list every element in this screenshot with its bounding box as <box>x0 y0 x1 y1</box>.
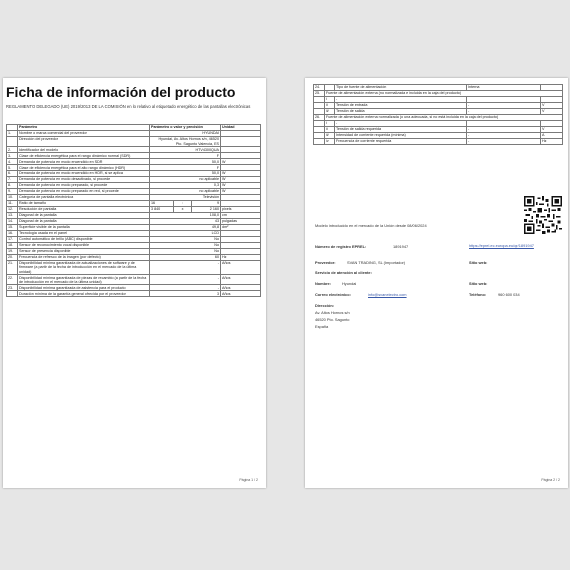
row-number <box>7 291 18 297</box>
row-number: 3. <box>7 153 18 159</box>
table-row <box>7 136 261 146</box>
row-number <box>314 138 325 144</box>
row-unit: V <box>541 108 563 114</box>
row-unit: W <box>221 177 261 183</box>
phone-value: 960 600 034 <box>498 292 520 297</box>
row-parameter: - <box>335 96 467 102</box>
row-parameter: Clase de eficiencia energética para el rango dinámico normal (SDR) <box>18 153 150 159</box>
row-value: HTV4300QUA <box>150 147 221 153</box>
table-row <box>7 275 261 285</box>
row-parameter: Superficie visible de la pantalla <box>18 224 150 230</box>
row-value: HYUNDAI <box>150 130 221 136</box>
row-unit: W <box>221 171 261 177</box>
website-label: Sitio web: <box>469 260 488 265</box>
row-unit: Hz <box>541 138 563 144</box>
row-number: 15. <box>7 224 18 230</box>
row-value: - <box>150 275 221 285</box>
row-parameter: Sensor de reconocimiento vocal disponible <box>18 242 150 248</box>
table-row <box>314 138 563 144</box>
row-parameter: Demanda de potencia en modo desactivado, si procede <box>18 177 150 183</box>
row-value: 43 <box>150 218 221 224</box>
document-page-2 <box>305 78 568 488</box>
row-value: - <box>467 132 541 138</box>
document-page-1 <box>3 78 266 488</box>
row-parameter: Tipo de fuente de alimentación <box>335 85 467 91</box>
row-parameter: Tecnología usada en el panel <box>18 230 150 236</box>
row-subindex: i <box>325 120 335 126</box>
row-unit: V <box>541 102 563 108</box>
row-value: - <box>467 102 541 108</box>
row-value-a: 3 840 <box>150 207 174 213</box>
row-value: - <box>467 126 541 132</box>
row-parameter: Tensión de salida <box>335 108 467 114</box>
row-unit <box>221 136 261 146</box>
row-number: 23. <box>7 285 18 291</box>
row-number: 16. <box>7 230 18 236</box>
header-value: Parámetro o valor y precisión <box>150 125 221 131</box>
row-parameter: Demanda de potencia en modo preparado en red, si procede <box>18 189 150 195</box>
row-unit: Años <box>221 291 261 297</box>
row-number: 5. <box>7 165 18 171</box>
row-number: 18. <box>7 242 18 248</box>
row-value: 50,0 <box>150 159 221 165</box>
row-value: No <box>150 236 221 242</box>
row-parameter: Frecuencia de refresco de la imagen (por defecto) <box>18 254 150 260</box>
table-row <box>7 291 261 297</box>
row-unit: A <box>541 132 563 138</box>
row-number: 14. <box>7 218 18 224</box>
row-number: 22. <box>7 275 18 285</box>
regulation-text: REGLAMENTO DELEGADO (UE) 2019/2013 DE LA COMISIÓN en lo relativo al etiquetado energético de las pantallas electrónicas <box>6 104 251 109</box>
row-parameter: Categoría de pantalla electrónica <box>18 195 150 201</box>
row-parameter: Diagonal de la pantalla <box>18 218 150 224</box>
row-unit: cm <box>221 212 261 218</box>
row-parameter: Disponibilidad mínima garantizada de piezas de recambio (a partir de la fecha de introducción en el mercado de la última unidad) <box>18 275 150 285</box>
row-value: F <box>150 153 221 159</box>
row-unit: Hz <box>221 254 261 260</box>
row-value: No <box>150 242 221 248</box>
row-subindex: iii <box>325 132 335 138</box>
row-number: 24. <box>314 85 325 91</box>
row-number: 9. <box>7 189 18 195</box>
address-line: 46520 Pto. Sagunto <box>315 317 350 322</box>
row-parameter: Disponibilidad mínima garantizada de asistencia para el producto <box>18 285 150 291</box>
row-parameter: Control automático de brillo (ABC) disponible <box>18 236 150 242</box>
row-unit: W <box>221 189 261 195</box>
row-value: 60 <box>150 254 221 260</box>
row-unit: Años <box>221 260 261 274</box>
row-parameter: Dirección del proveedor <box>18 136 150 146</box>
row-value: LCD <box>150 230 221 236</box>
row-value: 3 <box>150 291 221 297</box>
row-number: 19. <box>7 248 18 254</box>
row-number: 20. <box>7 254 18 260</box>
row-number: 10. <box>7 195 18 201</box>
row-unit: Años <box>221 275 261 285</box>
row-value: 49,8 <box>150 224 221 230</box>
row-unit: dm² <box>221 224 261 230</box>
row-parameter: Resolución de pantalla <box>18 207 150 213</box>
row-parameter: Tensión de salida requerida <box>335 126 467 132</box>
row-parameter: Demanda de potencia en modo encendido en HDR, si se aplica <box>18 171 150 177</box>
row-value: no aplicable <box>150 177 221 183</box>
row-value-b: 2 160 <box>192 207 221 213</box>
row-parameter: Ratio de tamaño <box>18 201 150 207</box>
row-value: - <box>467 108 541 114</box>
row-number: 4. <box>7 159 18 165</box>
email-link[interactable]: info@svanelectro.com <box>368 292 407 297</box>
customer-service-label: Servicio de atención al cliente: <box>315 270 372 275</box>
contact-name-label: Nombre: <box>315 281 331 286</box>
row-parameter: Identificador del modelo <box>18 147 150 153</box>
table-row <box>7 260 261 274</box>
row-subindex: ii <box>325 102 335 108</box>
row-parameter: Intensidad de corriente requerida (mínima) <box>335 132 467 138</box>
eprel-link[interactable]: https://eprel.ec.europa.eu/qr/1891947 <box>469 243 534 248</box>
row-number: 12. <box>7 207 18 213</box>
row-number: 2. <box>7 147 18 153</box>
row-parameter: Clase de eficiencia energética para el alto rango dinámico (HDR) <box>18 165 150 171</box>
email-label: Correo electrónico: <box>315 292 351 297</box>
row-number: 25. <box>314 90 325 96</box>
row-value: Televisión <box>150 195 221 201</box>
product-info-table <box>6 124 261 297</box>
row-value-sep: : <box>174 201 192 207</box>
power-supply-table <box>313 84 563 145</box>
row-value-b: 9 <box>192 201 221 207</box>
row-parameter: Duración mínima de la garantía general ofrecida por el proveedor <box>18 291 150 297</box>
row-unit: pixels <box>221 207 261 213</box>
row-value: No <box>150 248 221 254</box>
row-parameter: Demanda de potencia en modo preparado, si procede <box>18 183 150 189</box>
row-number: 26. <box>314 114 325 120</box>
row-parameter: Diagonal de la pantalla <box>18 212 150 218</box>
row-parameter: Fuente de alimentación externa (no normalizada e incluida en la caja del producto) <box>325 90 563 96</box>
row-value-sep: x <box>174 207 192 213</box>
header-param: Parámetro <box>18 125 150 131</box>
row-value-a: 16 <box>150 201 174 207</box>
market-intro-text: Modelo introducido en el mercado de la Unión desde 08/06/2024 <box>315 223 427 228</box>
address-line: Av. Altos Hornos s/n <box>315 310 350 315</box>
row-value: - <box>150 285 221 291</box>
row-parameter: Nombre o marca comercial del proveedor <box>18 130 150 136</box>
row-number: 7. <box>7 177 18 183</box>
row-parameter: Sensor de presencia disponible <box>18 248 150 254</box>
address-line: España <box>315 324 329 329</box>
row-value: 0,3 <box>150 183 221 189</box>
row-number: 11. <box>7 201 18 207</box>
row-subindex: iii <box>325 108 335 114</box>
row-value: F <box>150 165 221 171</box>
header-unit: Unidad <box>221 125 261 131</box>
row-subindex: iv <box>325 138 335 144</box>
service-website-label: Sitio web: <box>469 281 488 286</box>
row-number: 6. <box>7 171 18 177</box>
row-number: 21. <box>7 260 18 274</box>
row-subindex: i <box>325 96 335 102</box>
qr-code-icon <box>524 196 562 234</box>
row-value: Interna <box>467 85 541 91</box>
row-number <box>7 136 18 146</box>
row-parameter: - <box>335 120 467 126</box>
phone-label: Teléfono: <box>469 292 487 297</box>
row-parameter: Frecuencia de corriente requerida <box>335 138 467 144</box>
address-label: Dirección: <box>315 303 335 308</box>
row-value: Hyundai, Av. Altos Hornos s/n, 46520 Pto. Sagunto Valencia, ES <box>150 136 221 146</box>
row-unit: W <box>221 159 261 165</box>
eprel-label: Número de registro EPREL: <box>315 244 367 249</box>
row-value: 50,0 <box>150 171 221 177</box>
page-number: Página 2 / 2 <box>541 478 560 482</box>
row-value: 108,0 <box>150 212 221 218</box>
contact-name-value: Hyundai <box>342 281 357 286</box>
supplier-value: SVAN TRADING, SL (Importador) <box>347 260 406 265</box>
row-unit: W <box>221 183 261 189</box>
row-parameter: Disponibilidad mínima garantizada de actualizaciones de software y de firmware (a partir de la fecha de introducción en el mercado de la última unidad) <box>18 260 150 274</box>
row-unit: Años <box>221 285 261 291</box>
row-unit: V <box>541 126 563 132</box>
row-number: 1. <box>7 130 18 136</box>
row-parameter: Demanda de potencia en modo encendido en SDR <box>18 159 150 165</box>
page-title: Ficha de información del producto <box>6 84 236 100</box>
eprel-number: 1891947 <box>393 244 409 249</box>
row-number: 8. <box>7 183 18 189</box>
row-value: no aplicable <box>150 189 221 195</box>
row-unit: pulgadas <box>221 218 261 224</box>
row-value: - <box>467 138 541 144</box>
row-number: 17. <box>7 236 18 242</box>
page-number: Página 1 / 2 <box>239 478 258 482</box>
row-number: 13. <box>7 212 18 218</box>
row-parameter: Tensión de entrada <box>335 102 467 108</box>
supplier-label: Proveedor: <box>315 260 336 265</box>
row-parameter: Fuente de alimentación externa normalizada (o una adecuada, si no está incluida en la caja del producto) <box>325 114 563 120</box>
row-subindex: ii <box>325 126 335 132</box>
row-value: - <box>150 260 221 274</box>
